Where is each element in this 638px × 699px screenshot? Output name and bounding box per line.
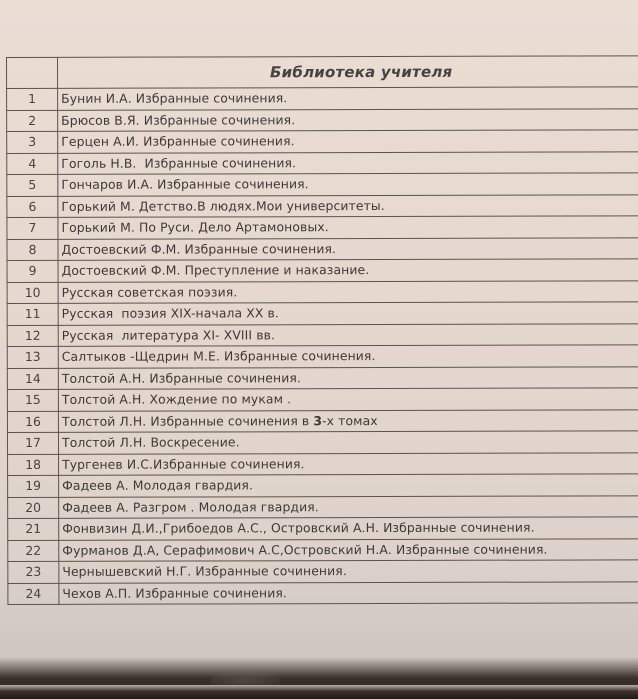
row-number: 6: [7, 196, 58, 218]
paper-bottom-edge: [0, 685, 638, 699]
book-title: Фонвизин Д.И.,Грибоедов А.С., Островский А.Н. Избранные сочинения.: [59, 517, 638, 540]
row-number: 18: [8, 454, 59, 476]
row-number: 22: [8, 540, 59, 562]
table-row: [7, 388, 638, 411]
book-title: Гончаров И.А. Избранные сочинения.: [58, 173, 638, 196]
book-title: Толстой А.Н. Хождение по мукам .: [58, 388, 638, 411]
row-number: 16: [7, 411, 58, 433]
row-number: 23: [8, 561, 59, 583]
row-number: 19: [8, 475, 59, 497]
teacher-library-table: [6, 55, 638, 605]
row-number: 3: [7, 131, 58, 153]
table-row: [8, 517, 638, 540]
table-row: [7, 108, 638, 131]
table-row: [7, 130, 638, 153]
book-title: Гоголь Н.В. Избранные сочинения.: [58, 151, 638, 174]
table-row: [7, 345, 638, 368]
row-number: 9: [7, 260, 58, 282]
book-title-suffix: -х томах: [322, 412, 378, 428]
book-title: Бунин И.А. Избранные сочинения.: [58, 87, 638, 110]
book-title: [58, 409, 638, 432]
book-title: Толстой А.Н. Избранные сочинения.: [58, 366, 638, 389]
table-header-row: [7, 56, 638, 89]
row-number: 11: [7, 303, 58, 325]
table-row: [7, 323, 638, 346]
table-row: [7, 87, 638, 110]
row-number: 24: [8, 583, 59, 605]
row-number: 4: [7, 153, 58, 175]
row-number: 20: [8, 497, 59, 519]
table-row: [7, 366, 638, 389]
number-column-header: [7, 57, 58, 88]
row-number: 1: [7, 88, 58, 110]
book-title: Фурманов Д.А, Серафимович А.С,Островский Н.А. Избранные сочинения.: [59, 538, 638, 561]
book-title: Герцен А.И. Избранные сочинения.: [58, 130, 638, 153]
book-title: Русская советская поэзия.: [58, 280, 638, 303]
table-row: [8, 452, 638, 475]
table-row: [7, 237, 638, 260]
table-row: [8, 538, 638, 561]
row-number: 7: [7, 217, 58, 239]
table-title: Библиотека учителя: [58, 56, 638, 89]
book-title: Чехов А.П. Избранные сочинения.: [59, 581, 638, 604]
table-row: [7, 409, 638, 432]
book-title: Салтыков -Щедрин М.Е. Избранные сочинения.: [58, 345, 638, 368]
book-title: Достоевский Ф.М. Преступление и наказание.: [58, 259, 638, 282]
book-title: Русская поэзия XIX-начала XX в.: [58, 302, 638, 325]
book-title: Толстой Л.Н. Воскресение.: [58, 431, 638, 454]
table-row: [8, 495, 638, 518]
book-title: Чернышевский Н.Г. Избранные сочинения.: [59, 560, 638, 583]
book-title: Брюсов В.Я. Избранные сочинения.: [58, 108, 638, 131]
table-row: [7, 194, 638, 217]
table-row: [7, 302, 638, 325]
table-row: [8, 474, 638, 497]
book-title: Тургенев И.С.Избранные сочинения.: [59, 452, 638, 475]
book-title-text: Толстой Л.Н. Избранные сочинения в: [61, 412, 314, 429]
book-title: Горький М. Детство.В людях.Мои университеты.: [58, 194, 638, 217]
document-sheet: [6, 55, 638, 605]
table-row: [7, 259, 638, 282]
book-title: Русская литература XI- XVIII вв.: [58, 323, 638, 346]
row-number: 10: [7, 282, 58, 304]
table-row: [8, 560, 638, 583]
table-row: [7, 151, 638, 174]
row-number: 5: [7, 174, 58, 196]
row-number: 13: [7, 346, 58, 368]
table-row: [8, 581, 638, 604]
table-row: [7, 173, 638, 196]
row-number: 17: [7, 432, 58, 454]
row-number: 21: [8, 518, 59, 540]
book-title: Фадеев А. Разгром . Молодая гвардия.: [59, 495, 638, 518]
row-number: 12: [7, 325, 58, 347]
row-number: 15: [7, 389, 58, 411]
table-row: [7, 280, 638, 303]
book-title: Фадеев А. Молодая гвардия.: [59, 474, 638, 497]
book-title: Горький М. По Руси. Дело Артамоновых.: [58, 216, 638, 239]
row-number: 14: [7, 368, 58, 390]
table-row: [7, 431, 638, 454]
volume-count: 3: [313, 412, 323, 428]
row-number: 2: [7, 110, 58, 132]
row-number: 8: [7, 239, 58, 261]
table-row: [7, 216, 638, 239]
book-title: Достоевский Ф.М. Избранные сочинения.: [58, 237, 638, 260]
